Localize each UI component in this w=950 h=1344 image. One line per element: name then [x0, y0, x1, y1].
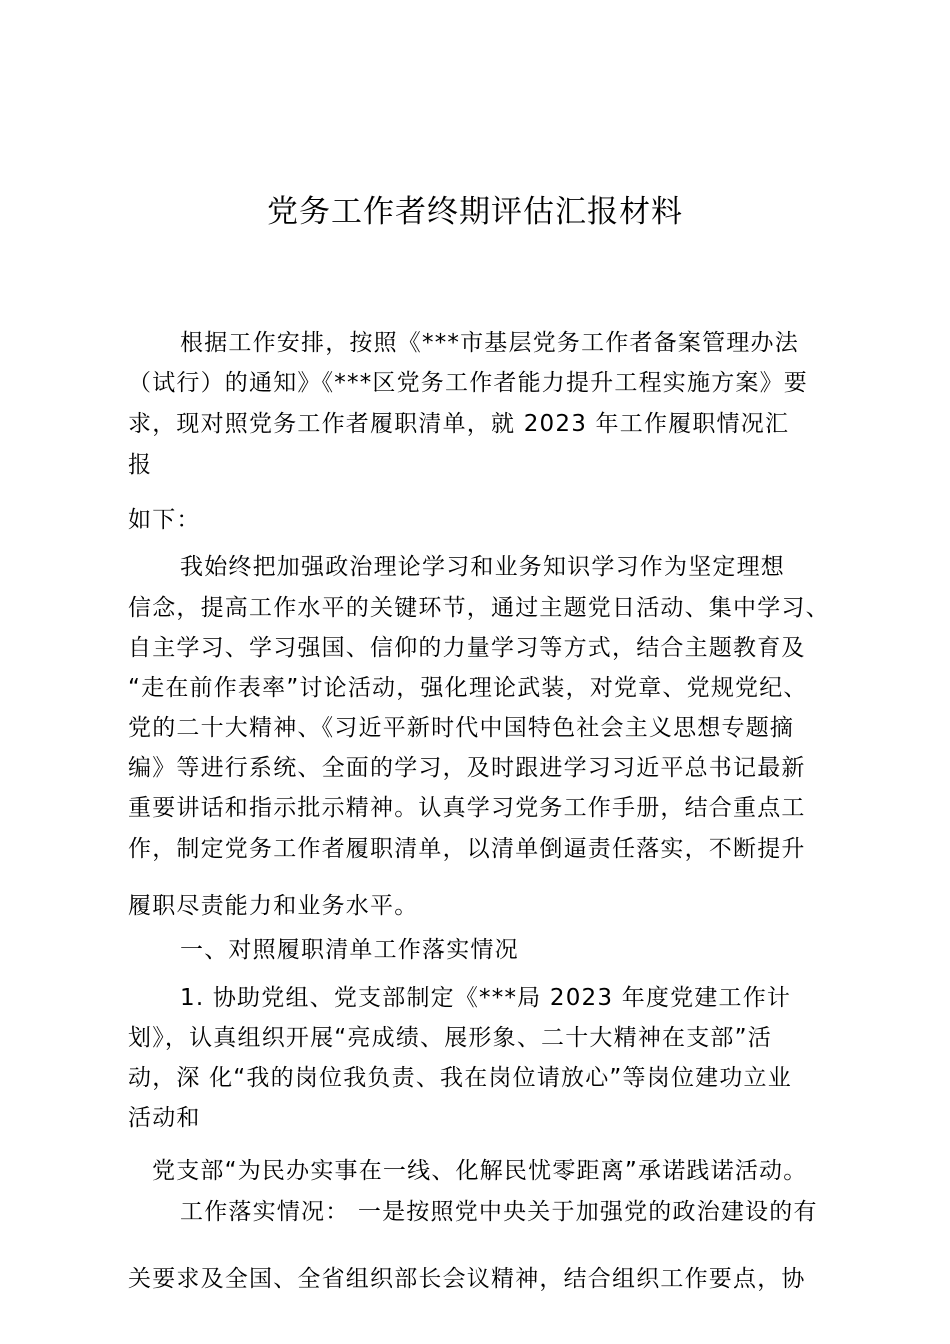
- paragraph-line: 党的二十大精神、《习近平新时代中国特色社会主义思想专题摘: [128, 715, 795, 741]
- paragraph-line: 工作落实情况： 一是按照党中央关于加强党的政治建设的有: [180, 1199, 818, 1225]
- paragraph-line: 关要求及全国、全省组织部长会议精神，结合组织工作要点，协: [128, 1266, 806, 1292]
- paragraph-line: 信念，提高工作水平的关键环节，通过主题党日活动、集中学习、: [128, 595, 830, 621]
- paragraph-line: 如下：: [128, 507, 201, 533]
- paragraph-line: “走在前作表率”讨论活动，强化理论武装，对党章、党规党纪、: [128, 675, 808, 701]
- paragraph-line: 划》，认真组织开展“亮成绩、展形象、二十大精神在支部”活: [128, 1025, 772, 1051]
- paragraph-line: 根据工作安排，按照《***市基层党务工作者备案管理办法: [180, 330, 799, 356]
- paragraph-line: （试行）的通知》《***区党务工作者能力提升工程实施方案》要: [128, 370, 808, 396]
- paragraph-line: 报: [128, 452, 153, 478]
- section-heading: 一、对照履职清单工作落实情况: [180, 937, 519, 963]
- paragraph-line: 党支部“为民办实事在一线、化解民忧零距离”承诺践诺活动。: [152, 1158, 808, 1184]
- paragraph-line: 动，深 化“我的岗位我负责、我在岗位请放心”等岗位建功立业: [128, 1065, 792, 1091]
- paragraph-line: 自主学习、学习强国、信仰的力量学习等方式，结合主题教育及: [128, 635, 806, 661]
- paragraph-line: 我始终把加强政治理论学习和业务知识学习作为坚定理想: [180, 554, 785, 580]
- paragraph-line: 重要讲话和指示批示精神。认真学习党务工作手册，结合重点工: [128, 795, 806, 821]
- paragraph-line: 作，制定党务工作者履职清单，以清单倒逼责任落实，不断提升: [128, 836, 806, 862]
- paragraph-line: 求，现对照党务工作者履职清单，就 2023 年工作履职情况汇: [128, 411, 790, 437]
- paragraph-line: 活动和: [128, 1105, 201, 1131]
- paragraph-line: 1. 协助党组、党支部制定《***局 2023 年度党建工作计: [180, 985, 792, 1011]
- paragraph-line: 履职尽责能力和业务水平。: [128, 893, 419, 919]
- paragraph-line: 编》等进行系统、全面的学习，及时跟进学习习近平总书记最新: [128, 755, 806, 781]
- page-title: 党务工作者终期评估汇报材料: [267, 194, 683, 230]
